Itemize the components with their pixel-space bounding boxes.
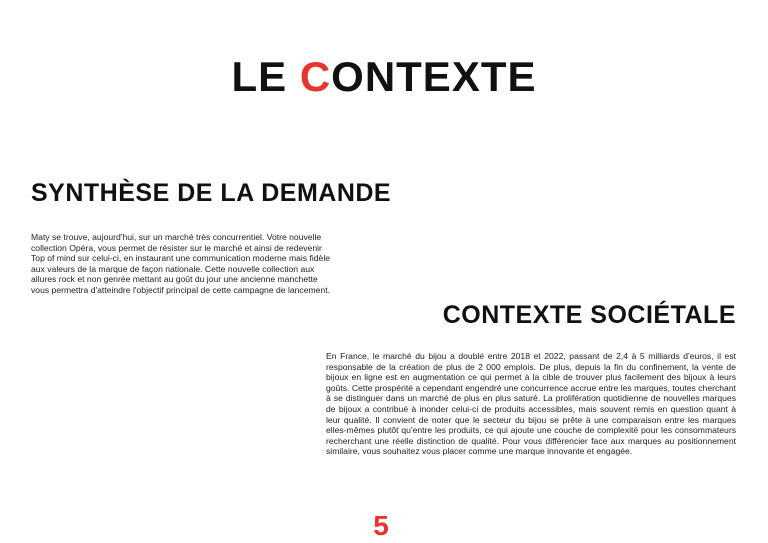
title-accent-letter: C (299, 53, 332, 100)
societale-heading: CONTEXTE SOCIÉTALE (442, 301, 736, 329)
page-number: 5 (373, 510, 389, 541)
title-part-2: ONTEXTE (331, 53, 537, 100)
page-title (0, 52, 768, 102)
synthese-heading: SYNTHÈSE DE LA DEMANDE (31, 179, 392, 207)
societale-paragraph: En France, le marché du bijou a doublé entre 2018 et 2022, passant de 2,4 à 5 milliards d'euros, il est responsable de la création de plus de 2 000 emplois. De plus, depuis la fin du confinement, la vente de bijoux en ligne est en augmentation ce qui permet à la cible de trouver plus facilement des bijoux à leurs goûts. Cette prospérité a cependant engendré une concurrence accrue entre les marques, toutes cherchant à se distinguer dans un marché de plus en plus saturé. La prolifération quotidienne de nouvelles marques de bijoux a contribué à inonder celui-ci de produits accessibles, mais souvent remis en question quant à leur qualité. Il convient de noter que le secteur du bijou se prête à une comparaison entre les marques elles-mêmes plutôt qu'entre les produits, ce qui ajoute une couche de complexité pour les consommateurs recherchant une réelle distinction de qualité. Pour vous différencier face aux marques au positionnement similaire, vous souhaitez vous placer comme une marque innovante et engagée. (326, 351, 736, 457)
synthese-paragraph: Maty se trouve, aujourd'hui, sur un marché très concurrentiel. Votre nouvelle collection Opéra, vous permet de résister sur le marché et ainsi de redevenir Top of mind sur celui-ci, en instaurant une communication moderne mais fidèle aux valeurs de la marque de façon nationale. Cette nouvelle collection aux allures rock et non genrée mettant au goût du jour une ancienne manchette vous permettra d'atteindre l'objectif principal de cette campagne de lancement. (31, 232, 331, 295)
title-part-1: LE (231, 53, 300, 100)
